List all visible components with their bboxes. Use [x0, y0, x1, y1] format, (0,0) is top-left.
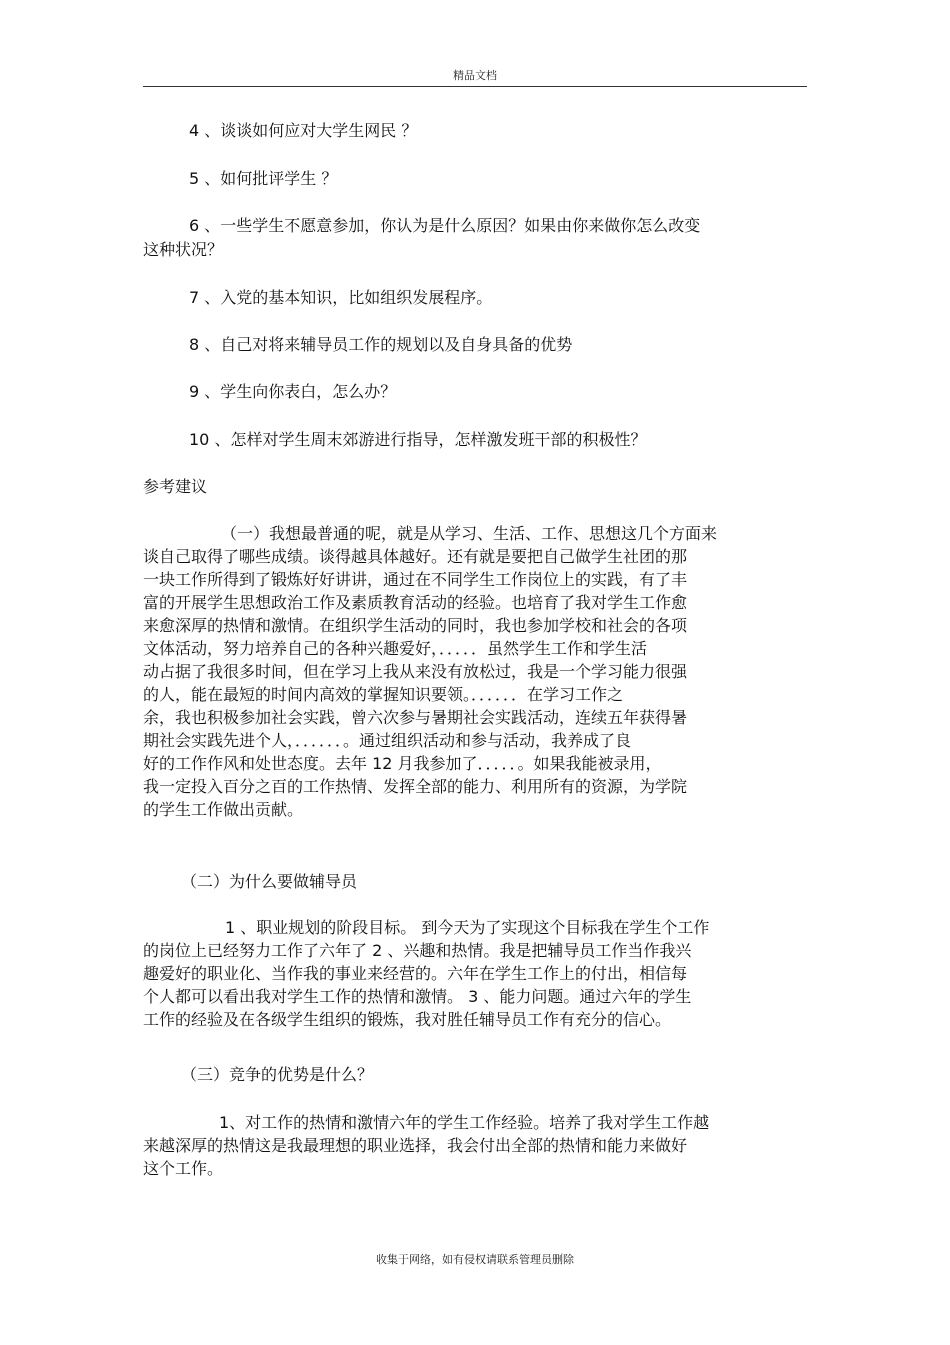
- part1-line: 动占据了我很多时间，但在学习上我从来没有放松过，我是一个学习能力很强: [143, 662, 688, 681]
- question-5: 5 、如何批评学生 ？: [189, 169, 338, 188]
- part2-line: 的岗位上已经努力工作了六年了 2 、兴趣和热情。我是把辅导员工作当作我兴: [143, 941, 692, 960]
- part3-title: （三）竞争的优势是什么？: [181, 1065, 374, 1084]
- part1-line: 富的开展学生思想政治工作及素质教育活动的经验。也培育了我对学生工作愈: [143, 593, 688, 612]
- part2-line: 工作的经验及在各级学生组织的锻炼，我对胜任辅导员工作有充分的信心。: [143, 1010, 672, 1029]
- question-6-cont: 这种状况？: [143, 240, 224, 259]
- part1-line: 好的工作作风和处世态度。去年 12 月我参加了．．．．．。如果我能被录用，: [143, 754, 662, 773]
- part3-line: 1、对工作的热情和激情六年的学生工作经验。培养了我对学生工作越: [219, 1113, 710, 1132]
- question-9: 9 、学生向你表白，怎么办？: [189, 382, 397, 401]
- section-title: 参考建议: [143, 477, 208, 496]
- question-8: 8 、自己对将来辅导员工作的规划以及自身具备的优势: [189, 335, 573, 354]
- part2-line: 1 、职业规划的阶段目标。 到今天为了实现这个目标我在学生个工作: [225, 918, 710, 937]
- part3-paragraph: [143, 1111, 793, 1180]
- part3-line: 来越深厚的热情这是我最理想的职业选择，我会付出全部的热情和能力来做好: [143, 1136, 688, 1155]
- question-4: 4 、谈谈如何应对大学生网民 ？: [189, 121, 418, 140]
- part3-line: 这个工作。: [143, 1159, 224, 1178]
- part2-line: 个人都可以看出我对学生工作的热情和激情。 3 、能力问题。通过六年的学生: [143, 987, 692, 1006]
- page-footer: 收集于网络，如有侵权请联系管理员删除: [376, 1253, 574, 1266]
- part2-paragraph: [143, 916, 793, 1031]
- part1-line: 来愈深厚的热情和激情。在组织学生活动的同时，我也参加学校和社会的各项: [143, 616, 688, 635]
- part1-line: 的学生工作做出贡献。: [143, 800, 304, 819]
- part1-line: 谈自己取得了哪些成绩。谈得越具体越好。还有就是要把自己做学生社团的那: [143, 547, 688, 566]
- part2-line: 趣爱好的职业化、当作我的事业来经营的。六年在学生工作上的付出，相信每: [143, 964, 688, 983]
- part1-line: 期社会实践先进个人，．．．．．．。通过组织活动和参与活动，我养成了良: [143, 731, 632, 750]
- question-6: 6 、一些学生不愿意参加，你认为是什么原因？如果由你来做你怎么改变: [189, 216, 701, 235]
- question-7: 7 、入党的基本知识，比如组织发展程序。: [189, 288, 493, 307]
- page-header: 精品文档: [453, 69, 497, 82]
- part1-line: 余，我也积极参加社会实践，曾六次参与暑期社会实践活动，连续五年获得暑: [143, 708, 688, 727]
- part1-line: 我一定投入百分之百的工作热情、发挥全部的能力、利用所有的资源，为学院: [143, 777, 688, 796]
- part1-line: （一）我想最普通的呢，就是从学习、生活、工作、思想这几个方面来: [221, 524, 718, 543]
- part2-title: （二）为什么要做辅导员: [181, 872, 358, 891]
- header-rule: [143, 86, 807, 87]
- part1-line: 的人，能在最短的时间内高效的掌握知识要领。．．．．．．在学习工作之: [143, 685, 624, 704]
- part1-line: 一块工作所得到了锻炼好好讲讲，通过在不同学生工作岗位上的实践，有了丰: [143, 570, 688, 589]
- part1-line: 文体活动，努力培养自己的各种兴趣爱好，．．．．．虽然学生工作和学生活: [143, 639, 648, 658]
- part1-paragraph: [143, 522, 793, 821]
- question-10: 10 、怎样对学生周末郊游进行指导，怎样激发班干部的积极性？: [189, 430, 647, 449]
